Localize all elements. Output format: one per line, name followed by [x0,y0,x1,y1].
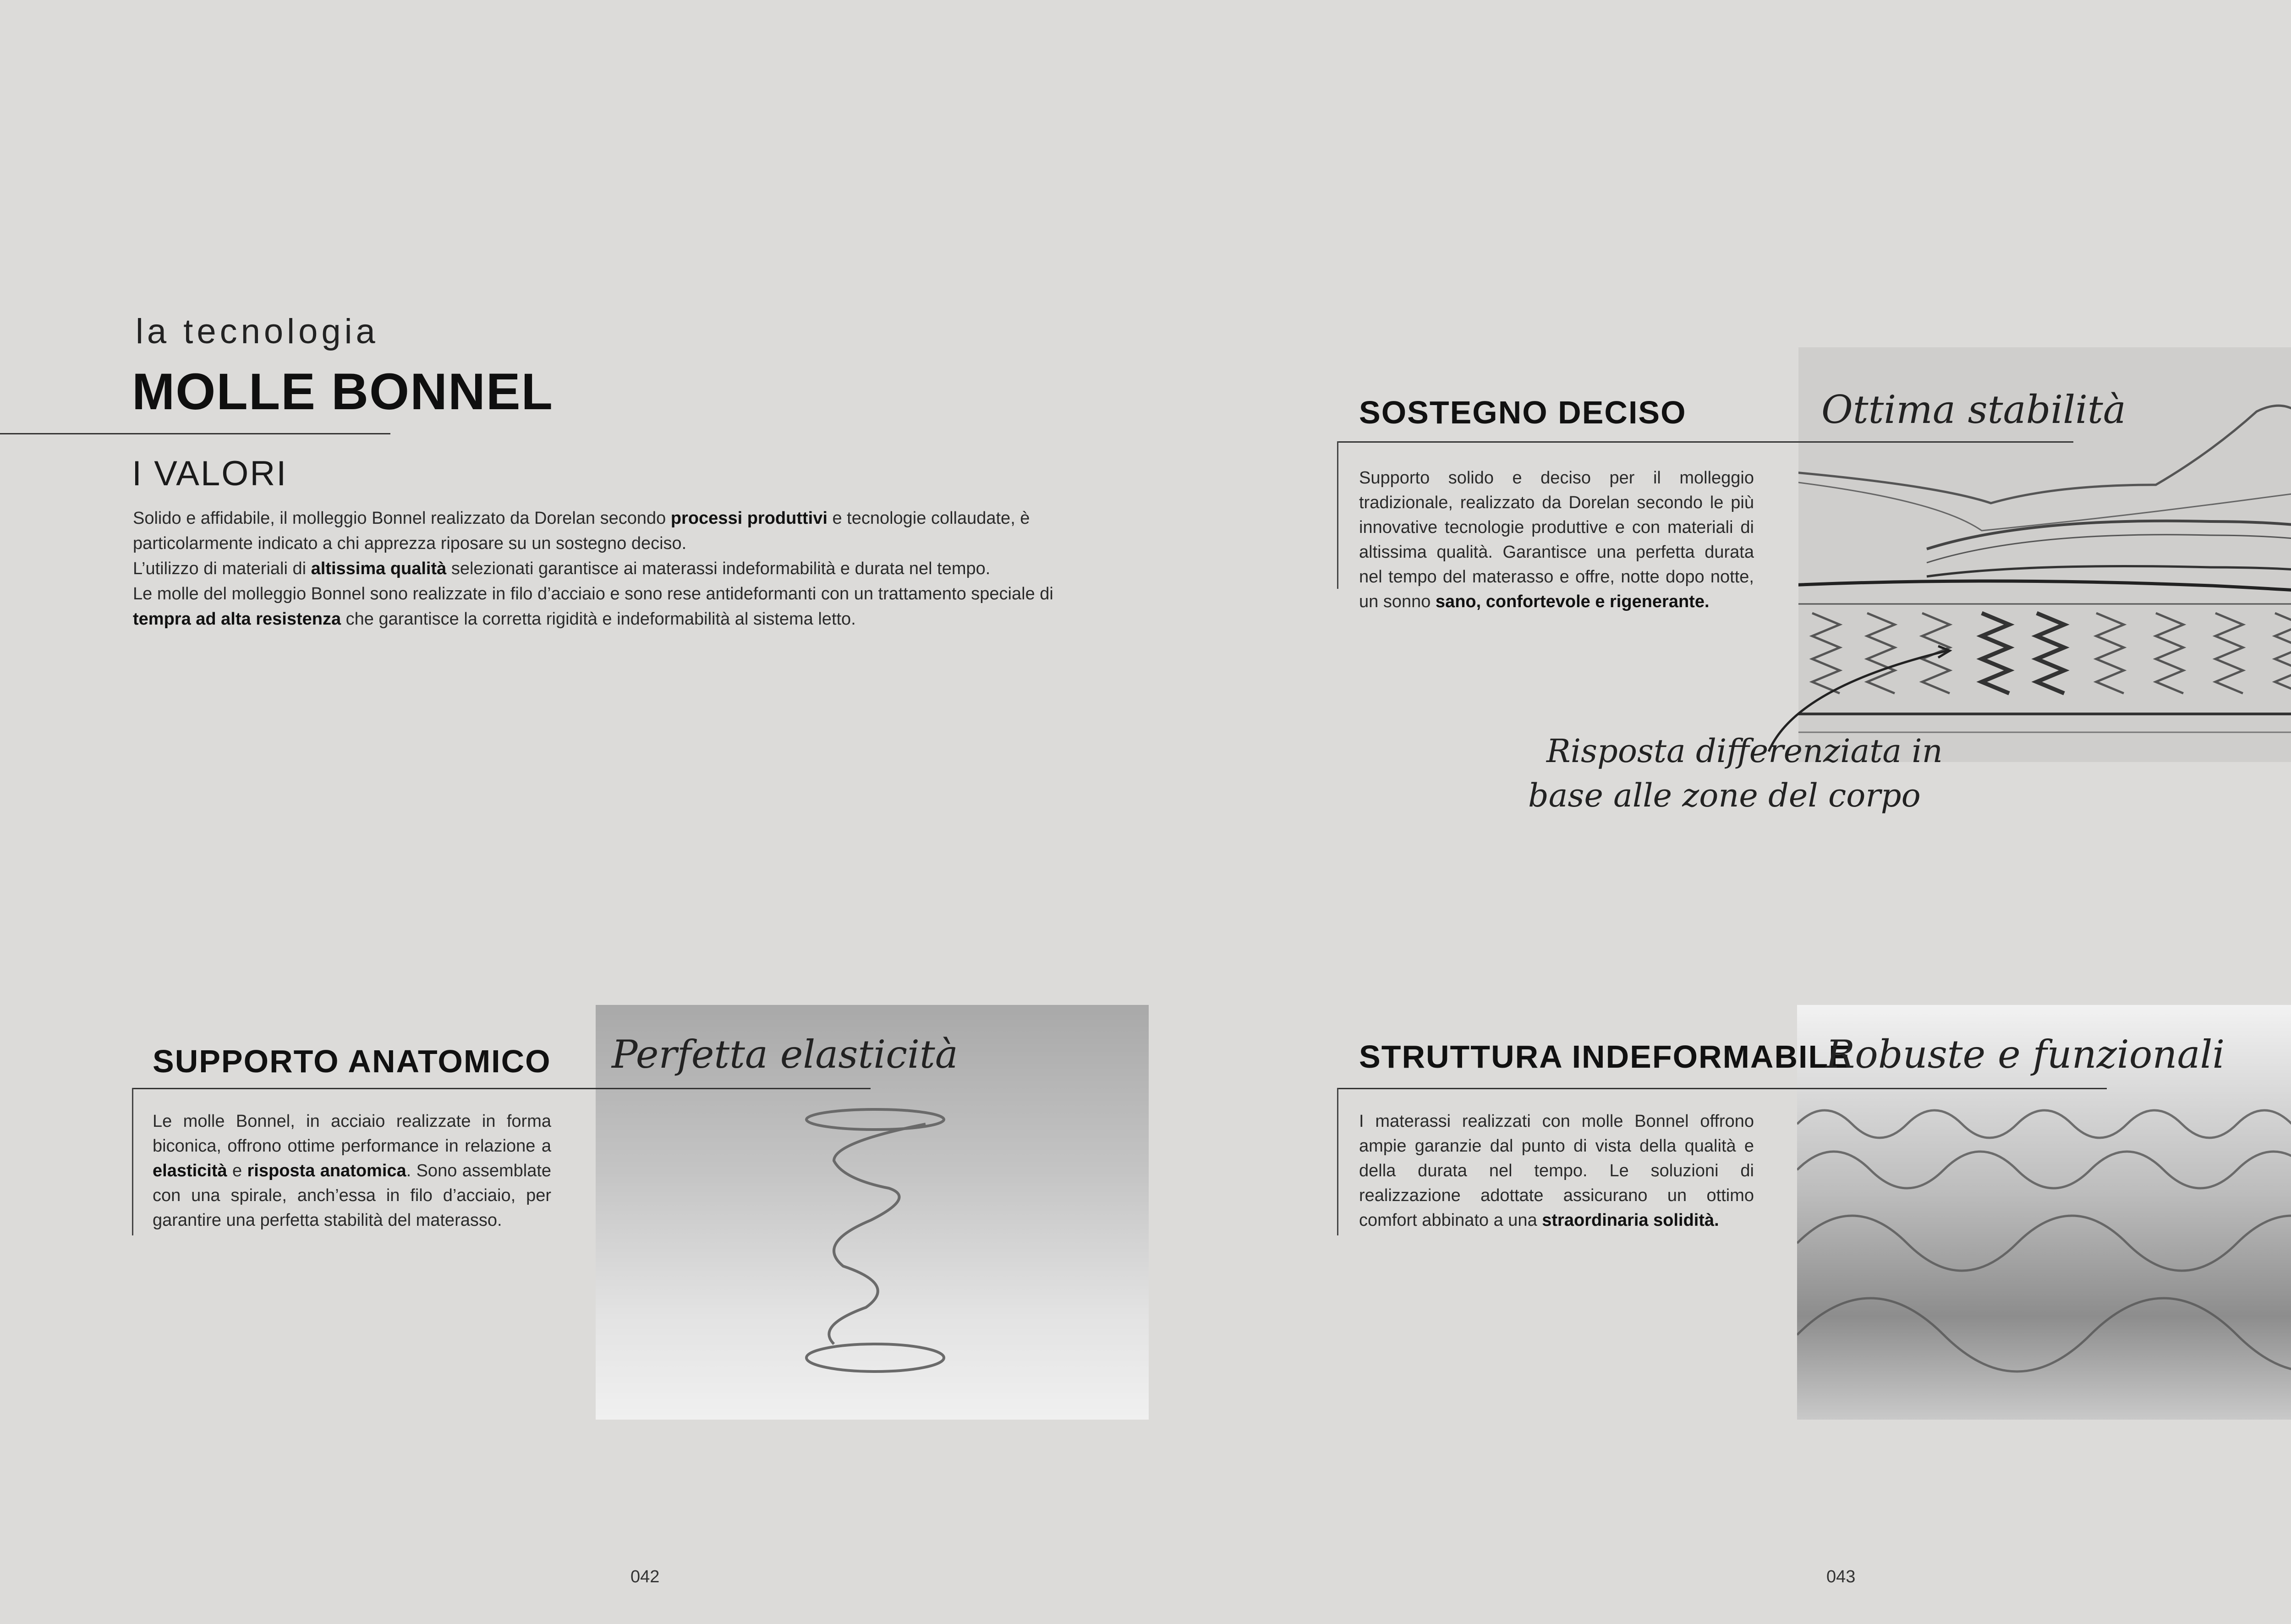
sostegno-body [1359,466,1754,614]
struttura-divider [1337,1088,2107,1089]
values-heading: I VALORI [132,454,288,493]
intro-p3-a: Le molle del molleggio Bonnel sono realizzate in filo d’acciaio e sono rese antideformanti con un trattamento speciale di [133,584,1053,604]
intro-p3-c: che garantisce la corretta rigidità e indeformabilità al sistema letto. [341,609,856,629]
sostegno-body-a: Supporto solido e deciso per il molleggio tradizionale, realizzato da Dorelan secondo le più innovative tecnologie produttive e con materiali di altissima qualità. Garantisce una perfetta durata nel tempo del materasso e offre, notte dopo notte, un sonno [1359,468,1754,611]
page-number-left: 042 [630,1567,660,1586]
intro-p2-bold: altissima qualità [311,559,447,578]
sostegno-divider [1337,441,2073,443]
supporto-body [153,1109,551,1233]
section-kicker: la tecnologia [136,312,379,351]
intro-p1-c: e tecnologie collaudate, è particolarmente indicato a chi apprezza riposare su un sostegno deciso. [133,509,1030,553]
supporto-vline [132,1088,133,1235]
supporto-body-a: Le molle Bonnel, in acciaio realizzate in forma biconica, offrono ottime performance in relazione a [153,1112,551,1156]
intro-p2-a: L’utilizzo di materiali di [133,559,311,578]
struttura-vline [1337,1088,1338,1235]
page-number-right: 043 [1826,1567,1856,1586]
supporto-divider [132,1088,871,1089]
intro-text [133,506,1086,632]
struttura-script-label: Robuste e funzionali [1826,1032,2225,1077]
supporto-body-bold-2: risposta anatomica [247,1161,406,1180]
annotation-line2: base alle zone del corpo [1528,777,1921,814]
intro-p2-c: selezionati garantisce ai materassi indeformabilità e durata nel tempo. [446,559,991,578]
page-title: MOLLE BONNEL [132,363,554,420]
supporto-title: SUPPORTO ANATOMICO [153,1043,551,1079]
supporto-body-c: e [227,1161,247,1180]
supporto-body-e: . Sono assemblate con una spirale, anch’essa in filo d’acciaio, per garantire una perfetta stabilità del materasso. [153,1161,552,1230]
annotation-line1: Risposta differenziata in [1546,732,1943,770]
sostegno-script-label: Ottima stabilità [1821,387,2126,432]
sostegno-body-bold: sano, confortevole e rigenerante. [1435,592,1710,611]
struttura-body [1359,1109,1754,1233]
sostegno-title: SOSTEGNO DECISO [1359,395,1687,430]
sostegno-vline [1337,441,1338,589]
intro-p3-bold: tempra ad alta resistenza [133,609,341,629]
supporto-body-bold-1: elasticità [153,1161,227,1180]
supporto-script-label: Perfetta elasticità [612,1032,958,1077]
title-divider [0,433,390,434]
struttura-body-a: I materassi realizzati con molle Bonnel offrono ampie garanzie dal punto di vista della qualità e della durata nel tempo. Le soluzioni di realizzazione adottate assicurano un ottimo comfort abbinato a una [1359,1112,1754,1230]
struttura-title: STRUTTURA INDEFORMABILE [1359,1039,1851,1075]
intro-p1-a: Solido e affidabile, il molleggio Bonnel realizzato da Dorelan secondo [133,509,671,528]
struttura-body-bold: straordinaria solidità. [1542,1211,1719,1230]
intro-p1-bold: processi produttivi [670,509,828,528]
